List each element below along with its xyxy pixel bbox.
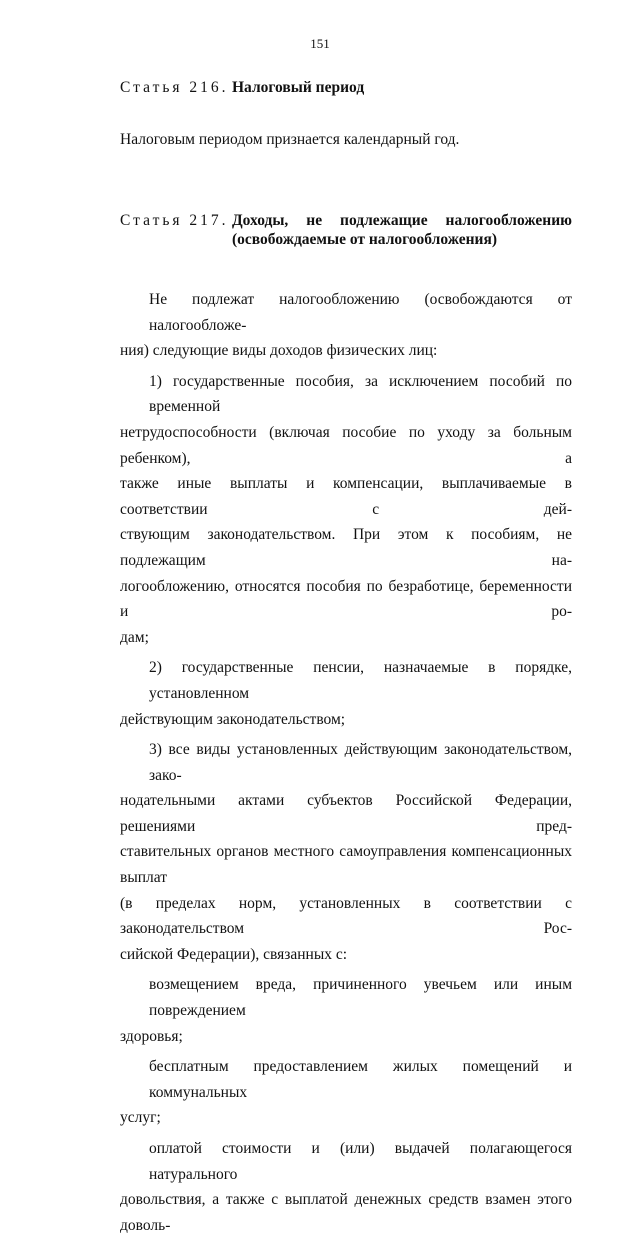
article-217-heading xyxy=(120,211,572,249)
text-line: 1) государственные пособия, за исключением пособий по временной xyxy=(149,372,572,416)
text-line: возмещением вреда, причиненного увечьем или иным повреждением xyxy=(149,976,572,1020)
text-line: логообложению, относятся пособия по безработице, беременности и ро- xyxy=(120,577,572,621)
text-line: 3) все виды установленных действующим законодательством, зако- xyxy=(149,741,572,784)
text-line: ния) следующие виды доходов физических лиц: xyxy=(120,342,438,360)
page-number: 151 xyxy=(310,36,330,51)
text-line: Не подлежат налогообложению (освобождаются от налогообложе- xyxy=(149,291,572,334)
text-line: бесплатным предоставлением жилых помещений и коммунальных xyxy=(149,1058,572,1101)
intro-paragraph xyxy=(120,287,572,364)
article-216-text: Налоговым периодом признается календарный год. xyxy=(120,131,460,148)
article-217-title-line-1: Доходы, не подлежащие налогообложению xyxy=(232,212,572,229)
text-line: ставительных органов местного самоуправления компенсационных выплат xyxy=(120,843,572,887)
article-216-label: Статья 216. xyxy=(120,79,229,96)
text-line: нетрудоспособности (включая пособие по уходу за больным ребенком), а xyxy=(120,423,572,467)
text-line: (в пределах норм, установленных в соответствии с законодательством Рос- xyxy=(120,894,572,938)
article-216-heading xyxy=(120,78,572,97)
text-line: также иные выплаты и компенсации, выплачиваемые в соответствии с дей- xyxy=(120,475,572,518)
article-216-title: Налоговый период xyxy=(232,79,365,96)
text-line: здоровья; xyxy=(120,1027,183,1045)
text-line: ствующим законодательством. При этом к пособиям, не подлежащим на- xyxy=(120,526,572,569)
article-216-text-block xyxy=(120,127,572,153)
article-217-title xyxy=(232,211,572,249)
sub-2-paragraph xyxy=(120,1054,572,1131)
text-line: довольствия, а также с выплатой денежных средств взамен этого доволь- xyxy=(120,1191,572,1234)
article-217-title-line-2: (освобождаемые от налогообложения) xyxy=(232,231,498,248)
text-line: нодательными актами субъектов Российской Федерации, решениями пред- xyxy=(120,792,572,835)
text-line: 2) государственные пенсии, назначаемые в порядке, установленном xyxy=(149,659,572,702)
text-line: услуг; xyxy=(120,1109,161,1127)
article-217-body xyxy=(120,287,572,1243)
text-line: действующим законодательством; xyxy=(120,710,346,728)
text-line: оплатой стоимости и (или) выдачей полагающегося натурального xyxy=(149,1140,572,1183)
text-line: сийской Федерации), связанных с: xyxy=(120,945,348,963)
text-line: дам; xyxy=(120,628,149,646)
item-3-paragraph xyxy=(120,737,572,967)
sub-3-paragraph xyxy=(120,1136,572,1238)
item-2-paragraph xyxy=(120,655,572,732)
item-1-paragraph xyxy=(120,369,572,651)
sub-1-paragraph xyxy=(120,972,572,1049)
article-217-label: Статья 217. xyxy=(120,212,229,229)
